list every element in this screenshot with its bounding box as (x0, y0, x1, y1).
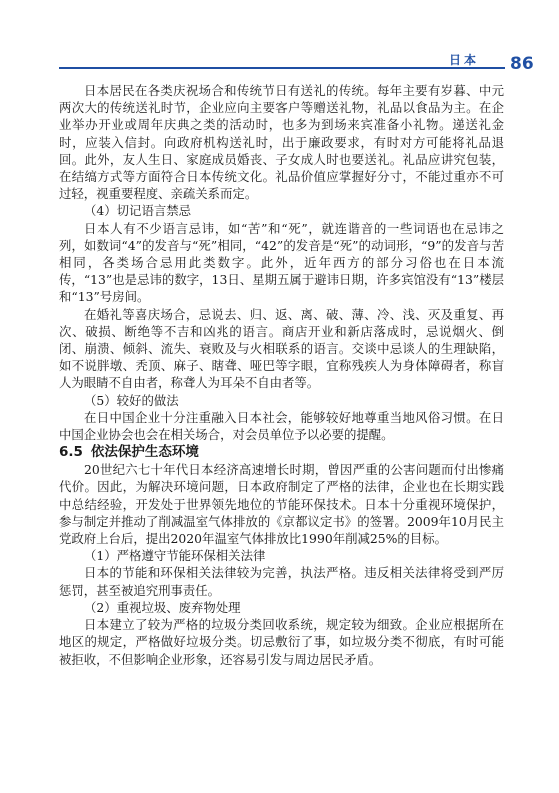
page-number: 86 (510, 54, 534, 74)
section-heading (59, 443, 504, 461)
paragraph: 20世纪六七十年代日本经济高速增长时期，曾因严重的公害问题而付出惨痛代价。因此，为解决环境问题，日本政府制定了严格的法律，企业也在长期实践中总结经验，开发处于世界领先地位的节能环保技术。日本十分重视环境保护，参与制定并推动了削减温室气体排放的《京都议定书》的签署。2009年10月民主党政府上台后，提出2020年温室气体排放比1990年削减25%的目标。 (59, 462, 504, 547)
subheading: （4）切记语言禁忌 (84, 203, 192, 219)
section-number: 6.5 (59, 444, 83, 461)
page-content (59, 82, 504, 668)
paragraph: 日本的节能和环保相关法律较为完善，执法严格。违反相关法律将受到严厉惩罚，甚至被追究刑事责任。 (59, 565, 504, 598)
paragraph: 日本建立了较为严格的垃圾分类回收系统，规定较为细致。企业应根据所在地区的规定，严格做好垃圾分类。切忌敷衍了事，如垃圾分类不彻底，有时可能被拒收，不但影响企业形象，还容易引发与周边居民矛盾。 (59, 617, 504, 667)
subheading: （5）较好的做法 (84, 392, 179, 408)
header-rule (59, 67, 505, 69)
paragraph: 日本人有不少语言忌讳，如“苦”和“死”，就连谐音的一些词语也在忌讳之列，如数词“4”的发音与“死”相同，“42”的发音是“死”的动词形，“9”的发音与苦相同，各类场合忌用此类数字。此外，近年西方的部分习俗也在日本流传，“13”也是忌讳的数字，13日、星期五属于避讳日期，许多宾馆没有“13”楼层和“13”号房间。 (59, 220, 504, 305)
paragraph: 在婚礼等喜庆场合，忌说去、归、返、离、破、薄、冷、浅、灭及重复、再次、破损、断绝等不吉和凶兆的语言。商店开业和新店落成时，忌说烟火、倒闭、崩溃、倾斜、流失、衰败及与火相联系的语言。交谈中忌谈人的生理缺陷，如不说胖墩、秃顶、麻子、瞎聋、哑巴等字眼，宜称残疾人为身体障碍者，称盲人为眼睛不自由者，称聋人为耳朵不自由者等。 (59, 306, 504, 391)
subheading: （1）严格遵守节能环保相关法律 (84, 548, 266, 564)
paragraph: 在日中国企业十分注重融入日本社会，能够较好地尊重当地风俗习惯。在日中国企业协会也会在相关场合，对会员单位予以必要的提醒。 (59, 409, 504, 443)
subheading: （2）重视垃圾、废弃物处理 (84, 599, 241, 615)
section-title: 依法保护生态环境 (90, 444, 199, 461)
paragraph: 日本居民在各类庆祝场合和传统节日有送礼的传统。每年主要有岁暮、中元两次大的传统送礼时节，企业应向主要客户等赠送礼物，礼品以食品为主。在企业举办开业或周年庆典之类的活动时，也多为到场来宾准备小礼物。递送礼金时，应装入信封。向政府机构送礼时，出于廉政要求，有时对方可能将礼品退回。此外，友人生日、家庭成员婚丧、子女成人时也要送礼。礼品应讲究包装，在结缟方式等方面符合日本传统文化。礼品价值应掌握好分寸，不能过重亦不可过轻，视重要程度、亲疏关系而定。 (59, 83, 504, 202)
header-country: 日本 (449, 53, 480, 67)
